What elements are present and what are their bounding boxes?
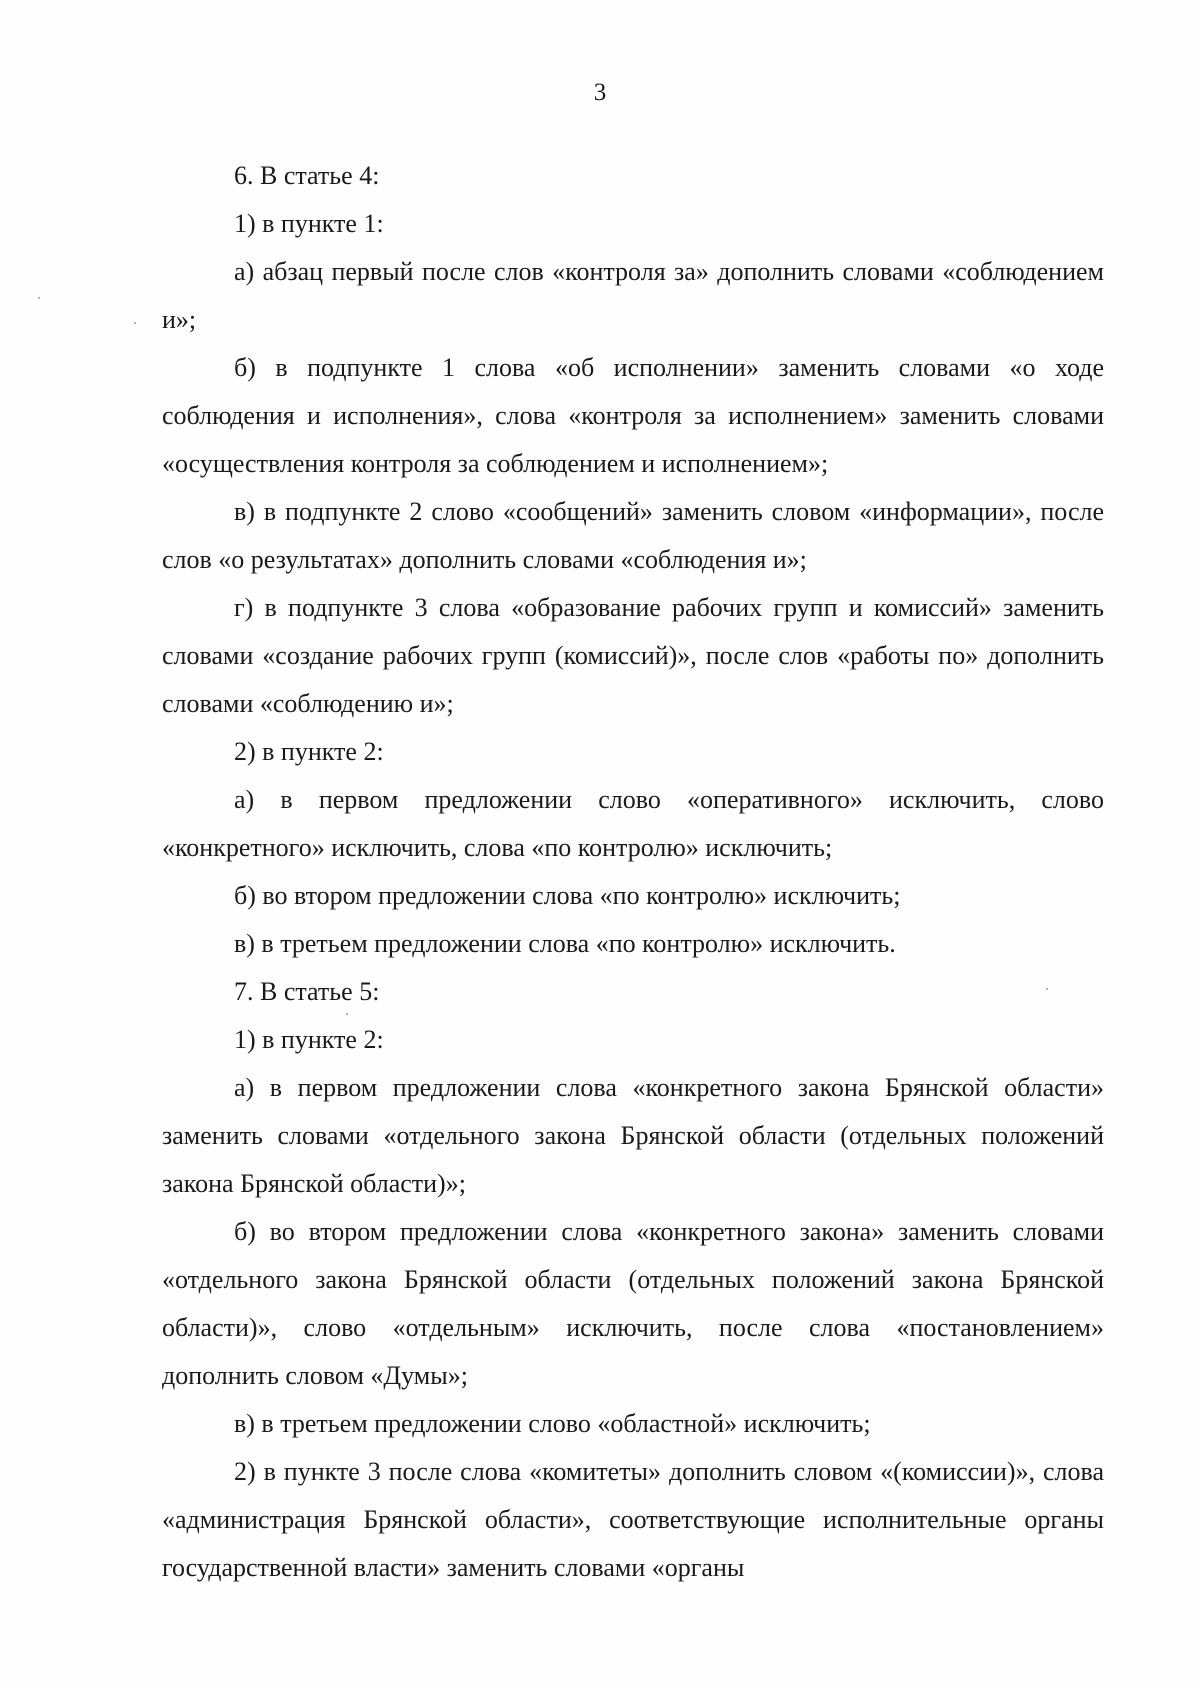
paragraph-item-2-b: б) во втором предложении слова «по контролю» исключить; [234, 881, 901, 910]
paragraph-item-2-a: а) в первом предложении слово «оперативного» исключить, слово «конкретного» исключить, слова «по контролю» исключить; [162, 785, 1104, 862]
document-body [162, 152, 1104, 1592]
paragraph-item-1-b: б) в подпункте 1 слова «об исполнении» заменить словами «о ходе соблюдения и исполнения», слова «контроля за исполнением» заменить словами «осуществления контроля за соблюдением и исполнением»; [162, 353, 1104, 478]
paragraph-item-1-g: г) в подпункте 3 слова «образование рабочих групп и комиссий» заменить словами «создание рабочих групп (комиссий)», после слов «работы по» дополнить словами «соблюдению и»; [162, 593, 1104, 718]
page-number: 3 [593, 79, 607, 106]
scan-speck [346, 1013, 348, 1015]
paragraph-item-2-v: в) в третьем предложении слова «по контролю» исключить. [234, 929, 896, 958]
scan-speck [134, 322, 136, 324]
paragraph-item-1-a: а) абзац первый после слов «контроля за» дополнить словами «соблюдением и»; [162, 257, 1104, 334]
paragraph-article-4-heading: 6. В статье 4: [234, 161, 380, 190]
paragraph-item-1-v: в) в подпункте 2 слово «сообщений» заменить словом «информации», после слов «о результатах» дополнить словами «соблюдения и»; [162, 497, 1104, 574]
paragraph-art5-item-1-v: в) в третьем предложении слово «областной» исключить; [234, 1409, 871, 1438]
scan-speck [38, 297, 40, 299]
paragraph-article-5-heading: 7. В статье 5: [234, 977, 380, 1006]
paragraph-art5-item-1-heading: 1) в пункте 2: [234, 1025, 384, 1054]
paragraph-item-1-heading: 1) в пункте 1: [234, 209, 384, 238]
paragraph-art5-item-1-a: а) в первом предложении слова «конкретного закона Брянской области» заменить словами «отдельного закона Брянской области (отдельных положений закона Брянской области)»; [162, 1073, 1104, 1198]
paragraph-art5-item-2: 2) в пункте 3 после слова «комитеты» дополнить словом «(комиссии)», слова «администрация Брянской области», соответствующие исполнительные органы государственной власти» заменить словами «органы [162, 1457, 1104, 1582]
paragraph-art5-item-1-b: б) во втором предложении слова «конкретного закона» заменить словами «отдельного закона Брянской области (отдельных положений закона Брянской области)», слово «отдельным» исключить, после слова «постановлением» дополнить словом «Думы»; [162, 1217, 1104, 1390]
paragraph-item-2-heading: 2) в пункте 2: [234, 737, 384, 766]
scan-speck [1046, 988, 1048, 990]
